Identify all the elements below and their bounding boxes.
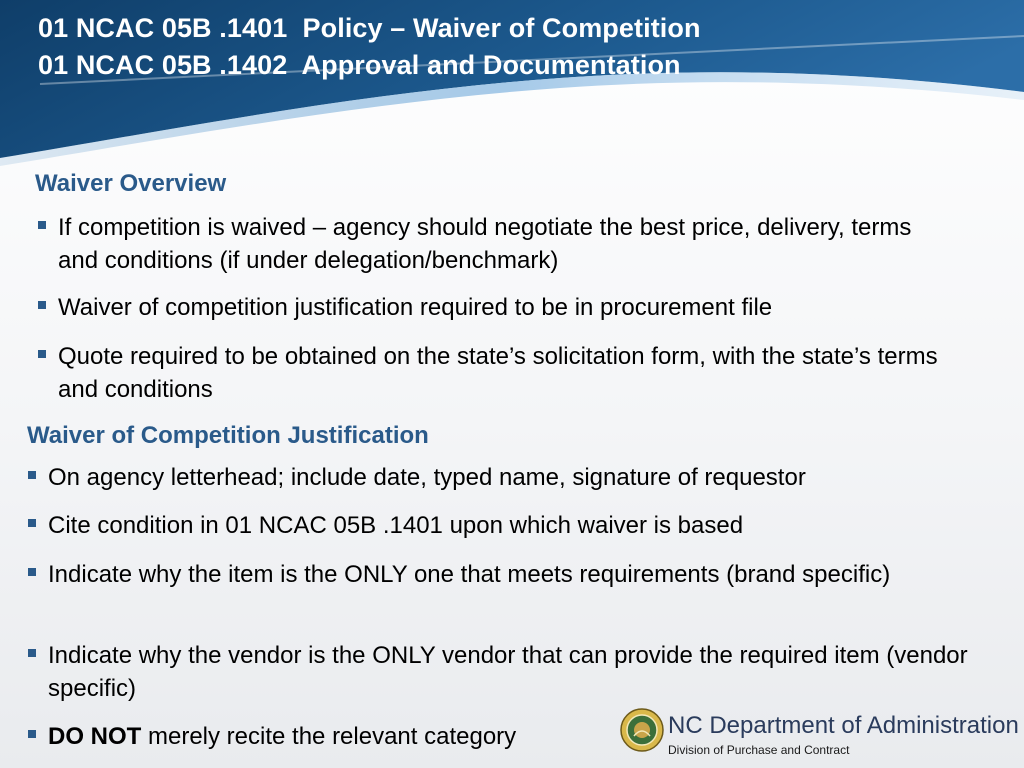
list-item <box>28 720 628 753</box>
list-item <box>38 340 958 406</box>
slide-title-line-2: 01 NCAC 05B .1402 Approval and Documentation <box>38 50 681 80</box>
bullet-text: Indicate why the item is the ONLY one that meets requirements (brand specific) <box>48 561 891 588</box>
title-banner <box>0 0 1024 170</box>
bullet-text <box>28 720 628 753</box>
emphasis-text: DO NOT <box>48 723 142 750</box>
org-name: NC Department of Administration <box>668 712 1019 739</box>
nc-doa-logo <box>620 708 1024 768</box>
bullet-square-icon <box>28 649 36 657</box>
bullet-square-icon <box>28 730 36 738</box>
list-item <box>28 461 1008 494</box>
bullet-square-icon <box>28 519 36 527</box>
section-heading-overview: Waiver Overview <box>35 170 227 197</box>
list-item <box>28 558 988 591</box>
bullet-square-icon <box>38 221 46 229</box>
bullet-text: Quote required to be obtained on the state’s solicitation form, with the state’s terms and conditions <box>58 343 938 403</box>
list-item <box>38 211 958 277</box>
list-item <box>38 291 958 324</box>
bullet-text: On agency letterhead; include date, typed name, signature of requestor <box>48 464 806 491</box>
bullet-square-icon <box>38 301 46 309</box>
list-item <box>28 509 1008 542</box>
org-division: Division of Purchase and Contract <box>668 743 850 757</box>
bullet-square-icon <box>28 568 36 576</box>
section-heading-justification: Waiver of Competition Justification <box>27 422 429 449</box>
nc-seal-icon <box>620 708 664 752</box>
list-item <box>28 639 1008 705</box>
bullet-text: Cite condition in 01 NCAC 05B .1401 upon which waiver is based <box>48 512 744 539</box>
bullet-text: If competition is waived – agency should negotiate the best price, delivery, terms and conditions (if under delegation/benchmark) <box>58 214 912 274</box>
bullet-square-icon <box>38 350 46 358</box>
bullet-square-icon <box>28 471 36 479</box>
slide-title-line-1: 01 NCAC 05B .1401 Policy – Waiver of Competition <box>38 13 701 43</box>
bullet-rest-text: merely recite the relevant category <box>141 723 517 750</box>
bullet-text: Waiver of competition justification required to be in procurement file <box>58 294 773 321</box>
bullet-text: Indicate why the vendor is the ONLY vendor that can provide the required item (vendor specific) <box>48 642 968 702</box>
